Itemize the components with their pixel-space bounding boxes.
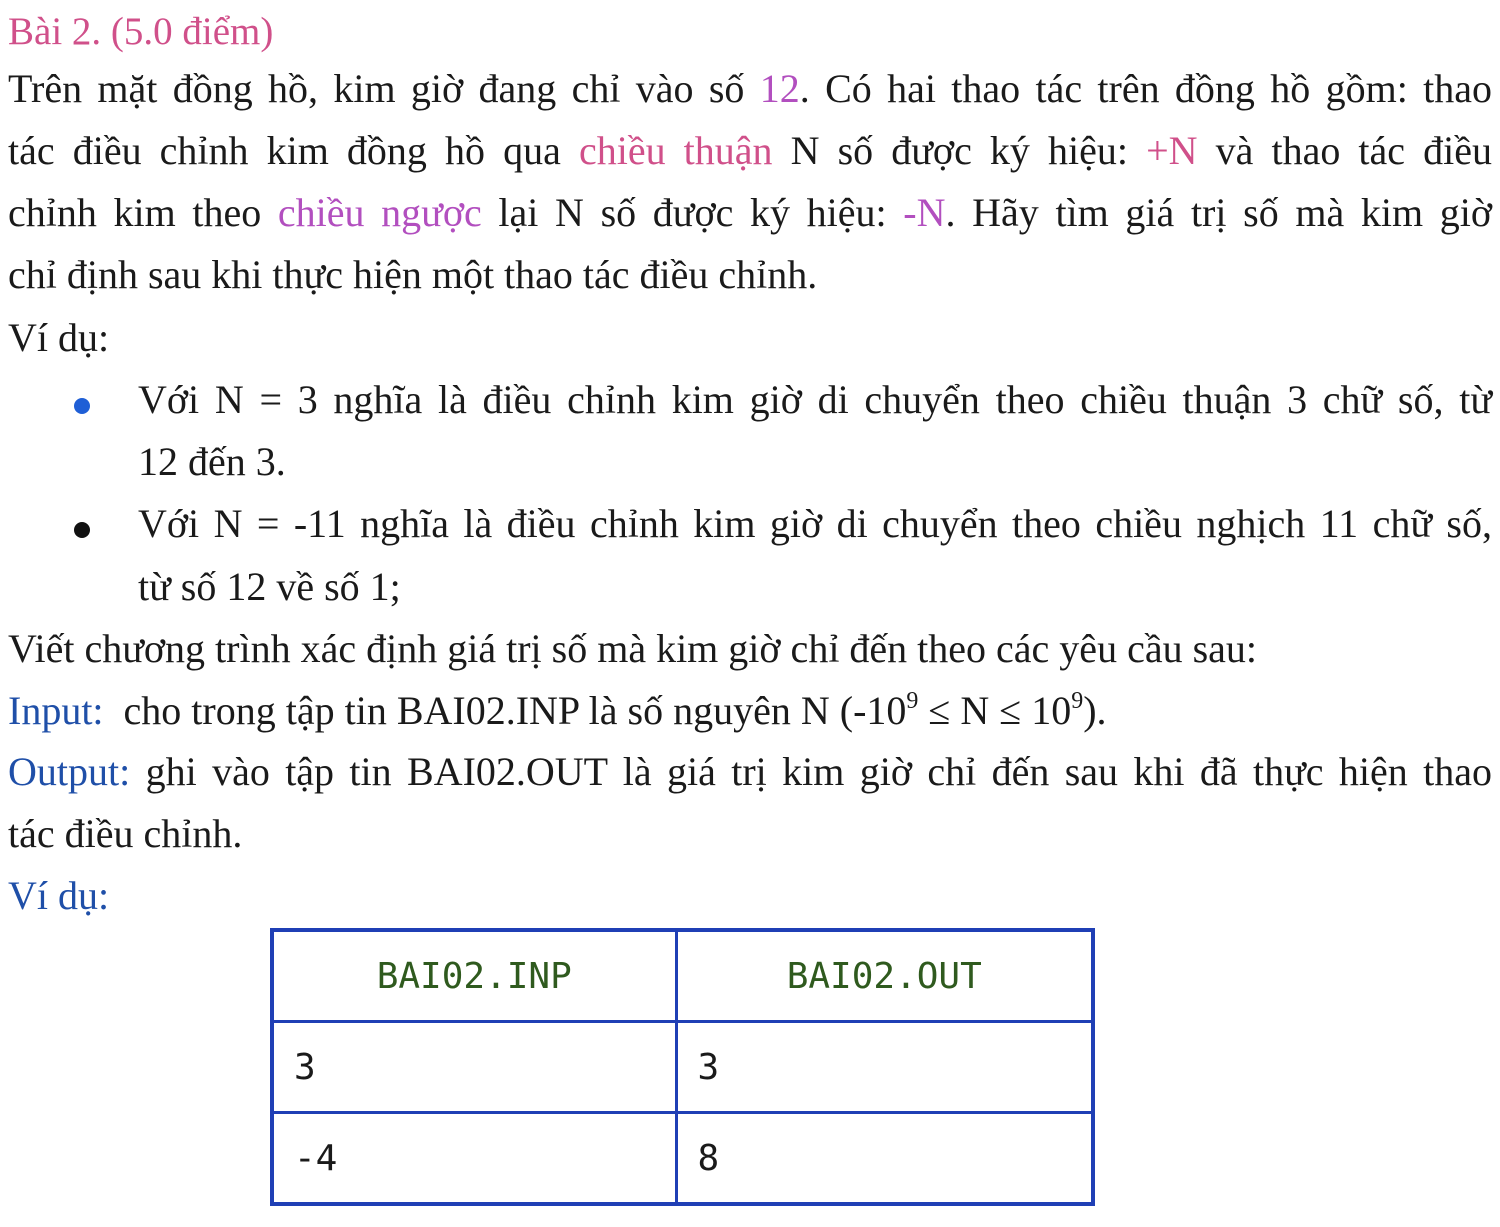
table-row [272,1113,1093,1205]
statement-line-3: chỉnh kim theo chiều ngược lại N số được ký hiệu: -N. Hãy tìm giá trị số mà kim giờ [8,190,1493,235]
bullet-dot-1 [74,398,90,414]
statement-line-1: Trên mặt đồng hồ, kim giờ đang chỉ vào số 12. Có hai thao tác trên đồng hồ gồm: thao [8,66,1492,111]
cell-output: 3 [676,1022,1093,1113]
cell-output: 8 [676,1113,1093,1205]
counterclockwise-term: chiều ngược [277,190,482,235]
statement-line-2: tác điều chỉnh kim đồng hồ qua chiều thuận N số được ký hiệu: +N và thao tác điều [8,128,1492,173]
output-spec-line-2: tác điều chỉnh. [8,811,243,856]
output-label: Output: [8,749,131,794]
header-input-file: BAI02.INP [272,930,676,1022]
example-heading-2: Ví dụ: [8,873,110,918]
table-header-row [272,930,1093,1022]
output-spec: Output: ghi vào tập tin BAI02.OUT là giá trị kim giờ chỉ đến sau khi đã thực hiện thao [8,749,1492,794]
example-table [270,928,1095,1206]
problem-title: Bài 2. (5.0 điểm) [8,10,274,53]
plus-n-symbol: +N [1146,128,1198,173]
clockwise-term: chiều thuận [578,128,773,173]
header-output-file: BAI02.OUT [676,930,1093,1022]
example-heading-1: Ví dụ: [8,315,110,360]
bullet-2-line-1: Với N = -11 nghĩa là điều chỉnh kim giờ di chuyển theo chiều nghịch 11 chữ số, [138,501,1492,546]
minus-n-symbol: -N [903,190,946,235]
task-statement: Viết chương trình xác định giá trị số mà kim giờ chỉ đến theo các yêu cầu sau: [8,626,1258,671]
input-label: Input: [8,688,104,733]
number-12: 12 [759,66,800,111]
cell-input: -4 [272,1113,676,1205]
table-row [272,1022,1093,1113]
bullet-1-line-1: Với N = 3 nghĩa là điều chỉnh kim giờ di chuyển theo chiều thuận 3 chữ số, từ [138,377,1492,422]
bullet-2-line-2: từ số 12 về số 1; [138,564,401,609]
bullet-dot-2 [74,522,90,538]
input-spec: Input: cho trong tập tin BAI02.INP là số nguyên N $(-10^9 \le N \le 10^9)$. [8,688,1107,733]
statement-line-4: chỉ định sau khi thực hiện một thao tác điều chỉnh. [8,252,818,297]
cell-input: 3 [272,1022,676,1113]
bullet-1-line-2: 12 đến 3. [138,439,286,484]
